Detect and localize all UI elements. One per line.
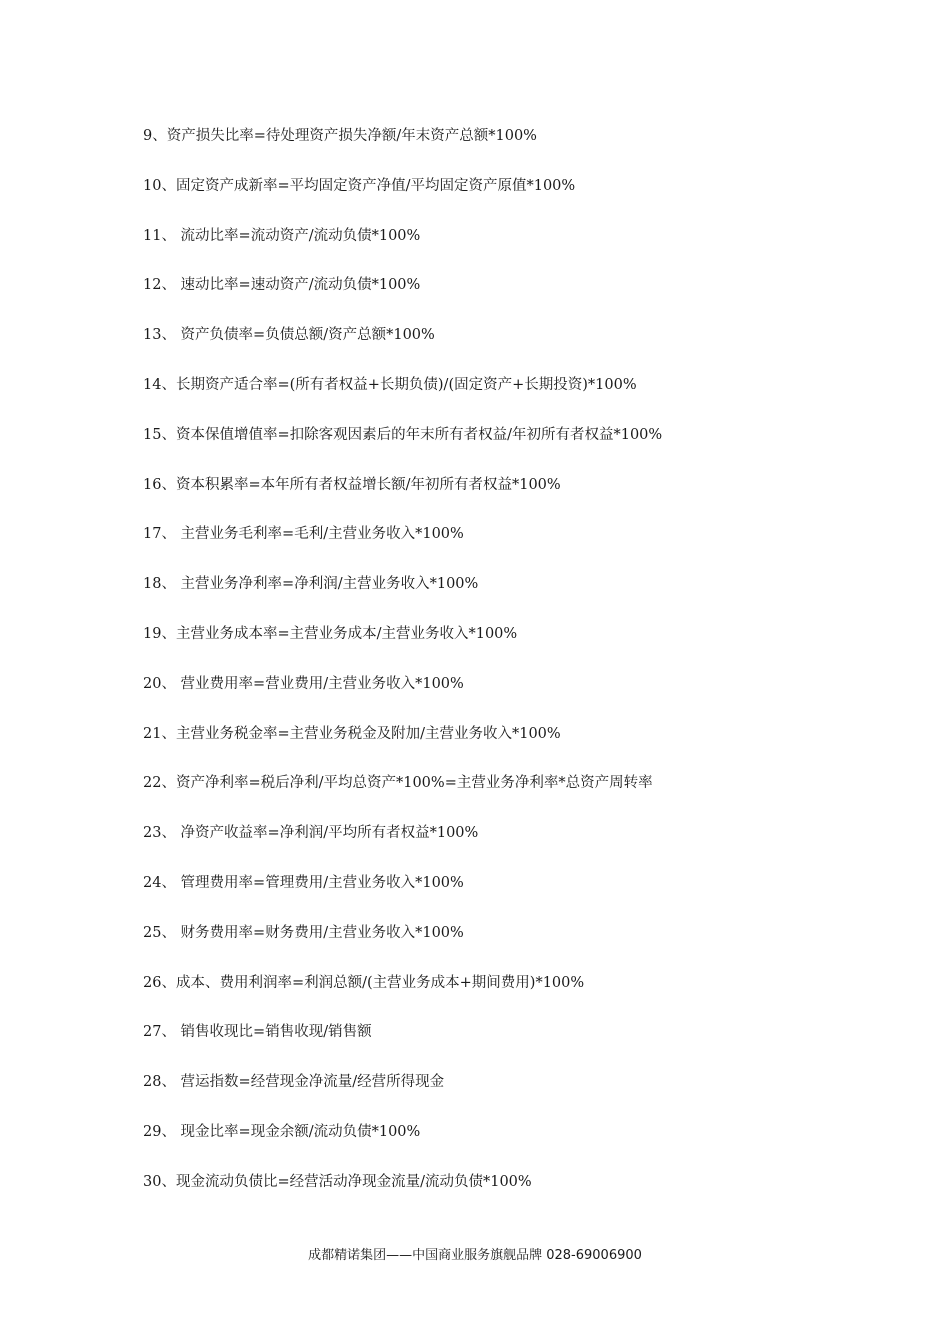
formula-line: 15、资本保值增值率=扣除客观因素后的年末所有者权益/年初所有者权益*100%	[143, 426, 663, 443]
formula-line: 12、 速动比率=速动资产/流动负债*100%	[143, 277, 421, 294]
formula-line: 25、 财务费用率=财务费用/主营业务收入*100%	[143, 924, 464, 941]
formula-line: 28、 营运指数=经营现金净流量/经营所得现金	[143, 1074, 445, 1091]
formula-line: 17、 主营业务毛利率=毛利/主营业务收入*100%	[143, 526, 464, 543]
formula-line: 11、 流动比率=流动资产/流动负债*100%	[143, 227, 421, 244]
formula-line: 18、 主营业务净利率=净利润/主营业务收入*100%	[143, 576, 479, 593]
formula-line: 30、现金流动负债比=经营活动净现金流量/流动负债*100%	[143, 1173, 532, 1190]
formula-line: 20、 营业费用率=营业费用/主营业务收入*100%	[143, 675, 464, 692]
formula-line: 23、 净资产收益率=净利润/平均所有者权益*100%	[143, 825, 479, 842]
formula-line: 14、长期资产适合率=(所有者权益+长期负债)/(固定资产+长期投资)*100%	[143, 376, 637, 393]
formula-line: 16、资本积累率=本年所有者权益增长额/年初所有者权益*100%	[143, 476, 561, 493]
formula-line: 10、固定资产成新率=平均固定资产净值/平均固定资产原值*100%	[143, 177, 576, 194]
formula-line: 24、 管理费用率=管理费用/主营业务收入*100%	[143, 874, 464, 891]
formula-line: 21、主营业务税金率=主营业务税金及附加/主营业务收入*100%	[143, 725, 561, 742]
formula-line: 19、主营业务成本率=主营业务成本/主营业务收入*100%	[143, 625, 518, 642]
formula-line: 29、 现金比率=现金余额/流动负债*100%	[143, 1123, 421, 1140]
page-footer: 成都精诺集团——中国商业服务旗舰品牌 028-69006900	[308, 1248, 642, 1263]
formula-list	[143, 124, 903, 1220]
formula-line: 26、成本、费用利润率=利润总额/(主营业务成本+期间费用)*100%	[143, 974, 585, 991]
formula-line: 9、资产损失比率=待处理资产损失净额/年末资产总额*100%	[143, 128, 537, 144]
formula-line: 27、 销售收现比=销售收现/销售额	[143, 1024, 372, 1041]
formula-line: 22、资产净利率=税后净利/平均总资产*100%=主营业务净利率*总资产周转率	[143, 775, 653, 792]
formula-line: 13、 资产负债率=负债总额/资产总额*100%	[143, 327, 435, 344]
